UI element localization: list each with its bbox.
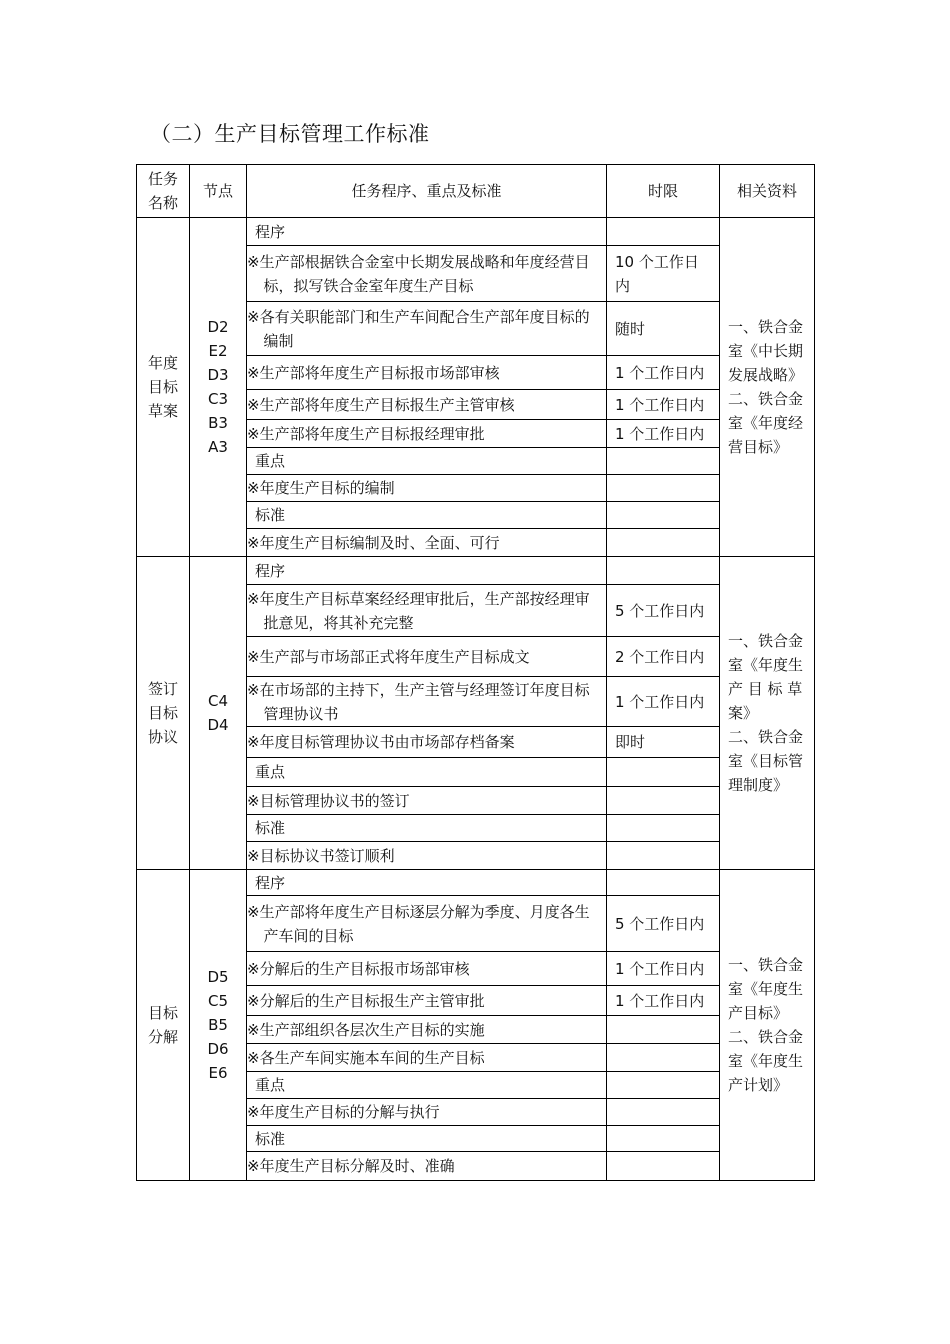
procedure-cell: 程序: [247, 557, 607, 585]
time-limit-cell: 1 个工作日内: [607, 677, 720, 727]
time-limit-cell: 即时: [607, 727, 720, 758]
procedure-cell: ※生产部组织各层次生产目标的实施: [247, 1016, 607, 1044]
task-name-line: 目标: [147, 704, 178, 722]
table-body: [137, 218, 815, 1181]
procedure-cell: ※目标管理协议书的签订: [247, 787, 607, 815]
time-limit-cell: 1 个工作日内: [607, 952, 720, 986]
task-name-cell: [137, 218, 190, 557]
time-limit-cell: 随时: [607, 302, 720, 356]
procedure-cell: 标准: [247, 502, 607, 529]
time-limit-cell: 1 个工作日内: [607, 420, 720, 448]
time-limit-cell: [607, 758, 720, 787]
task-name-cell: [137, 557, 190, 870]
node-code: B3: [208, 414, 228, 432]
procedure-cell: ※目标协议书签订顺利: [247, 842, 607, 870]
reference-line: 室《年度生: [728, 980, 804, 998]
procedure-cell: ※生产部将年度生产目标报市场部审核: [247, 356, 607, 390]
header-reference: 相关资料: [720, 165, 815, 218]
procedure-cell: ※生产部将年度生产目标报经理审批: [247, 420, 607, 448]
time-limit-cell: [607, 529, 720, 557]
procedure-cell: ※年度生产目标分解及时、准确: [247, 1152, 607, 1181]
time-limit-cell: 10 个工作日内: [607, 246, 720, 302]
procedure-cell: ※生产部根据铁合金室中长期发展战略和年度经营目标，拟写铁合金室年度生产目标: [247, 246, 607, 302]
node-code: A3: [208, 438, 228, 456]
node-cell: [190, 870, 247, 1181]
procedure-cell: 标准: [247, 815, 607, 842]
procedure-cell: 标准: [247, 1126, 607, 1152]
time-limit-cell: [607, 1126, 720, 1152]
time-limit-cell: [607, 870, 720, 896]
procedure-cell: 程序: [247, 218, 607, 246]
reference-line: 室《中长期: [728, 342, 804, 360]
page-title: （二）生产目标管理工作标准: [150, 122, 430, 146]
reference-line: 发展战略》: [728, 366, 804, 384]
time-limit-cell: 1 个工作日内: [607, 356, 720, 390]
reference-line: 一、铁合金: [728, 956, 804, 974]
time-limit-cell: [607, 502, 720, 529]
procedure-cell: ※年度生产目标编制及时、全面、可行: [247, 529, 607, 557]
reference-line: 二、铁合金: [728, 728, 804, 746]
time-limit-cell: [607, 1044, 720, 1072]
reference-line: 二、铁合金: [728, 390, 804, 408]
node-code: E6: [208, 1064, 228, 1082]
procedure-cell: ※各生产车间实施本车间的生产目标: [247, 1044, 607, 1072]
procedure-cell: 重点: [247, 1072, 607, 1099]
time-limit-cell: 1 个工作日内: [607, 986, 720, 1016]
node-code: B5: [208, 1016, 228, 1034]
table-header-row: [137, 165, 815, 218]
node-code: E2: [208, 342, 228, 360]
node-cell: [190, 218, 247, 557]
node-cell: [190, 557, 247, 870]
node-code: C5: [207, 992, 229, 1010]
reference-line: 营目标》: [728, 438, 789, 456]
header-procedure: 任务程序、重点及标准: [247, 165, 607, 218]
time-limit-cell: [607, 842, 720, 870]
procedure-cell: ※在市场部的主持下，生产主管与经理签订年度目标管理协议书: [247, 677, 607, 727]
node-code: D4: [207, 716, 229, 734]
task-name-line: 协议: [147, 728, 178, 746]
procedure-cell: ※年度生产目标草案经经理审批后，生产部按经理审批意见，将其补充完整: [247, 585, 607, 637]
task-name-line: 年度: [147, 354, 178, 372]
time-limit-cell: [607, 815, 720, 842]
time-limit-cell: [607, 218, 720, 246]
task-name-line: 签订: [147, 680, 178, 698]
task-name-cell: [137, 870, 190, 1181]
time-limit-cell: [607, 475, 720, 502]
reference-line: 产 目 标 草: [728, 680, 803, 698]
reference-line: 产计划》: [728, 1076, 789, 1094]
node-code: D5: [207, 968, 229, 986]
time-limit-cell: 5 个工作日内: [607, 896, 720, 952]
procedure-cell: ※生产部与市场部正式将年度生产目标成文: [247, 637, 607, 677]
reference-line: 理制度》: [728, 776, 789, 794]
node-code: D3: [207, 366, 229, 384]
time-limit-cell: 2 个工作日内: [607, 637, 720, 677]
procedure-cell: ※生产部将年度生产目标逐层分解为季度、月度各生产车间的目标: [247, 896, 607, 952]
node-code: D2: [207, 318, 229, 336]
header-node: 节点: [190, 165, 247, 218]
reference-line: 一、铁合金: [728, 632, 804, 650]
reference-line: 室《目标管: [728, 752, 804, 770]
header-time-limit: 时限: [607, 165, 720, 218]
task-name-line: 目标: [147, 378, 178, 396]
node-code: C3: [207, 390, 229, 408]
time-limit-cell: [607, 787, 720, 815]
procedure-cell: ※生产部将年度生产目标报生产主管审核: [247, 390, 607, 420]
reference-line: 一、铁合金: [728, 318, 804, 336]
procedure-cell: ※分解后的生产目标报市场部审核: [247, 952, 607, 986]
node-code: D6: [207, 1040, 229, 1058]
task-name-line: 草案: [147, 402, 178, 420]
work-standard-table: [136, 164, 815, 1181]
procedure-cell: ※分解后的生产目标报生产主管审批: [247, 986, 607, 1016]
table-row: [137, 870, 815, 896]
header-task-name: 任务 名称: [137, 165, 190, 218]
procedure-cell: ※年度目标管理协议书由市场部存档备案: [247, 727, 607, 758]
reference-line: 二、铁合金: [728, 1028, 804, 1046]
time-limit-cell: [607, 1152, 720, 1181]
procedure-cell: ※年度生产目标的编制: [247, 475, 607, 502]
time-limit-cell: 5 个工作日内: [607, 585, 720, 637]
time-limit-cell: [607, 1099, 720, 1126]
reference-cell: [720, 557, 815, 870]
table-row: [137, 218, 815, 246]
task-name-line: 分解: [147, 1028, 178, 1046]
procedure-cell: 程序: [247, 870, 607, 896]
reference-line: 室《年度生: [728, 1052, 804, 1070]
time-limit-cell: [607, 557, 720, 585]
reference-cell: [720, 870, 815, 1181]
reference-line: 案》: [728, 704, 759, 722]
time-limit-cell: [607, 1072, 720, 1099]
reference-cell: [720, 218, 815, 557]
time-limit-cell: [607, 448, 720, 475]
procedure-cell: 重点: [247, 758, 607, 787]
procedure-cell: ※各有关职能部门和生产车间配合生产部年度目标的编制: [247, 302, 607, 356]
node-code: C4: [207, 692, 229, 710]
table-row: [137, 557, 815, 585]
reference-line: 产目标》: [728, 1004, 789, 1022]
reference-line: 室《年度生: [728, 656, 804, 674]
time-limit-cell: [607, 1016, 720, 1044]
procedure-cell: 重点: [247, 448, 607, 475]
time-limit-cell: 1 个工作日内: [607, 390, 720, 420]
task-name-line: 目标: [147, 1004, 178, 1022]
procedure-cell: ※年度生产目标的分解与执行: [247, 1099, 607, 1126]
reference-line: 室《年度经: [728, 414, 804, 432]
